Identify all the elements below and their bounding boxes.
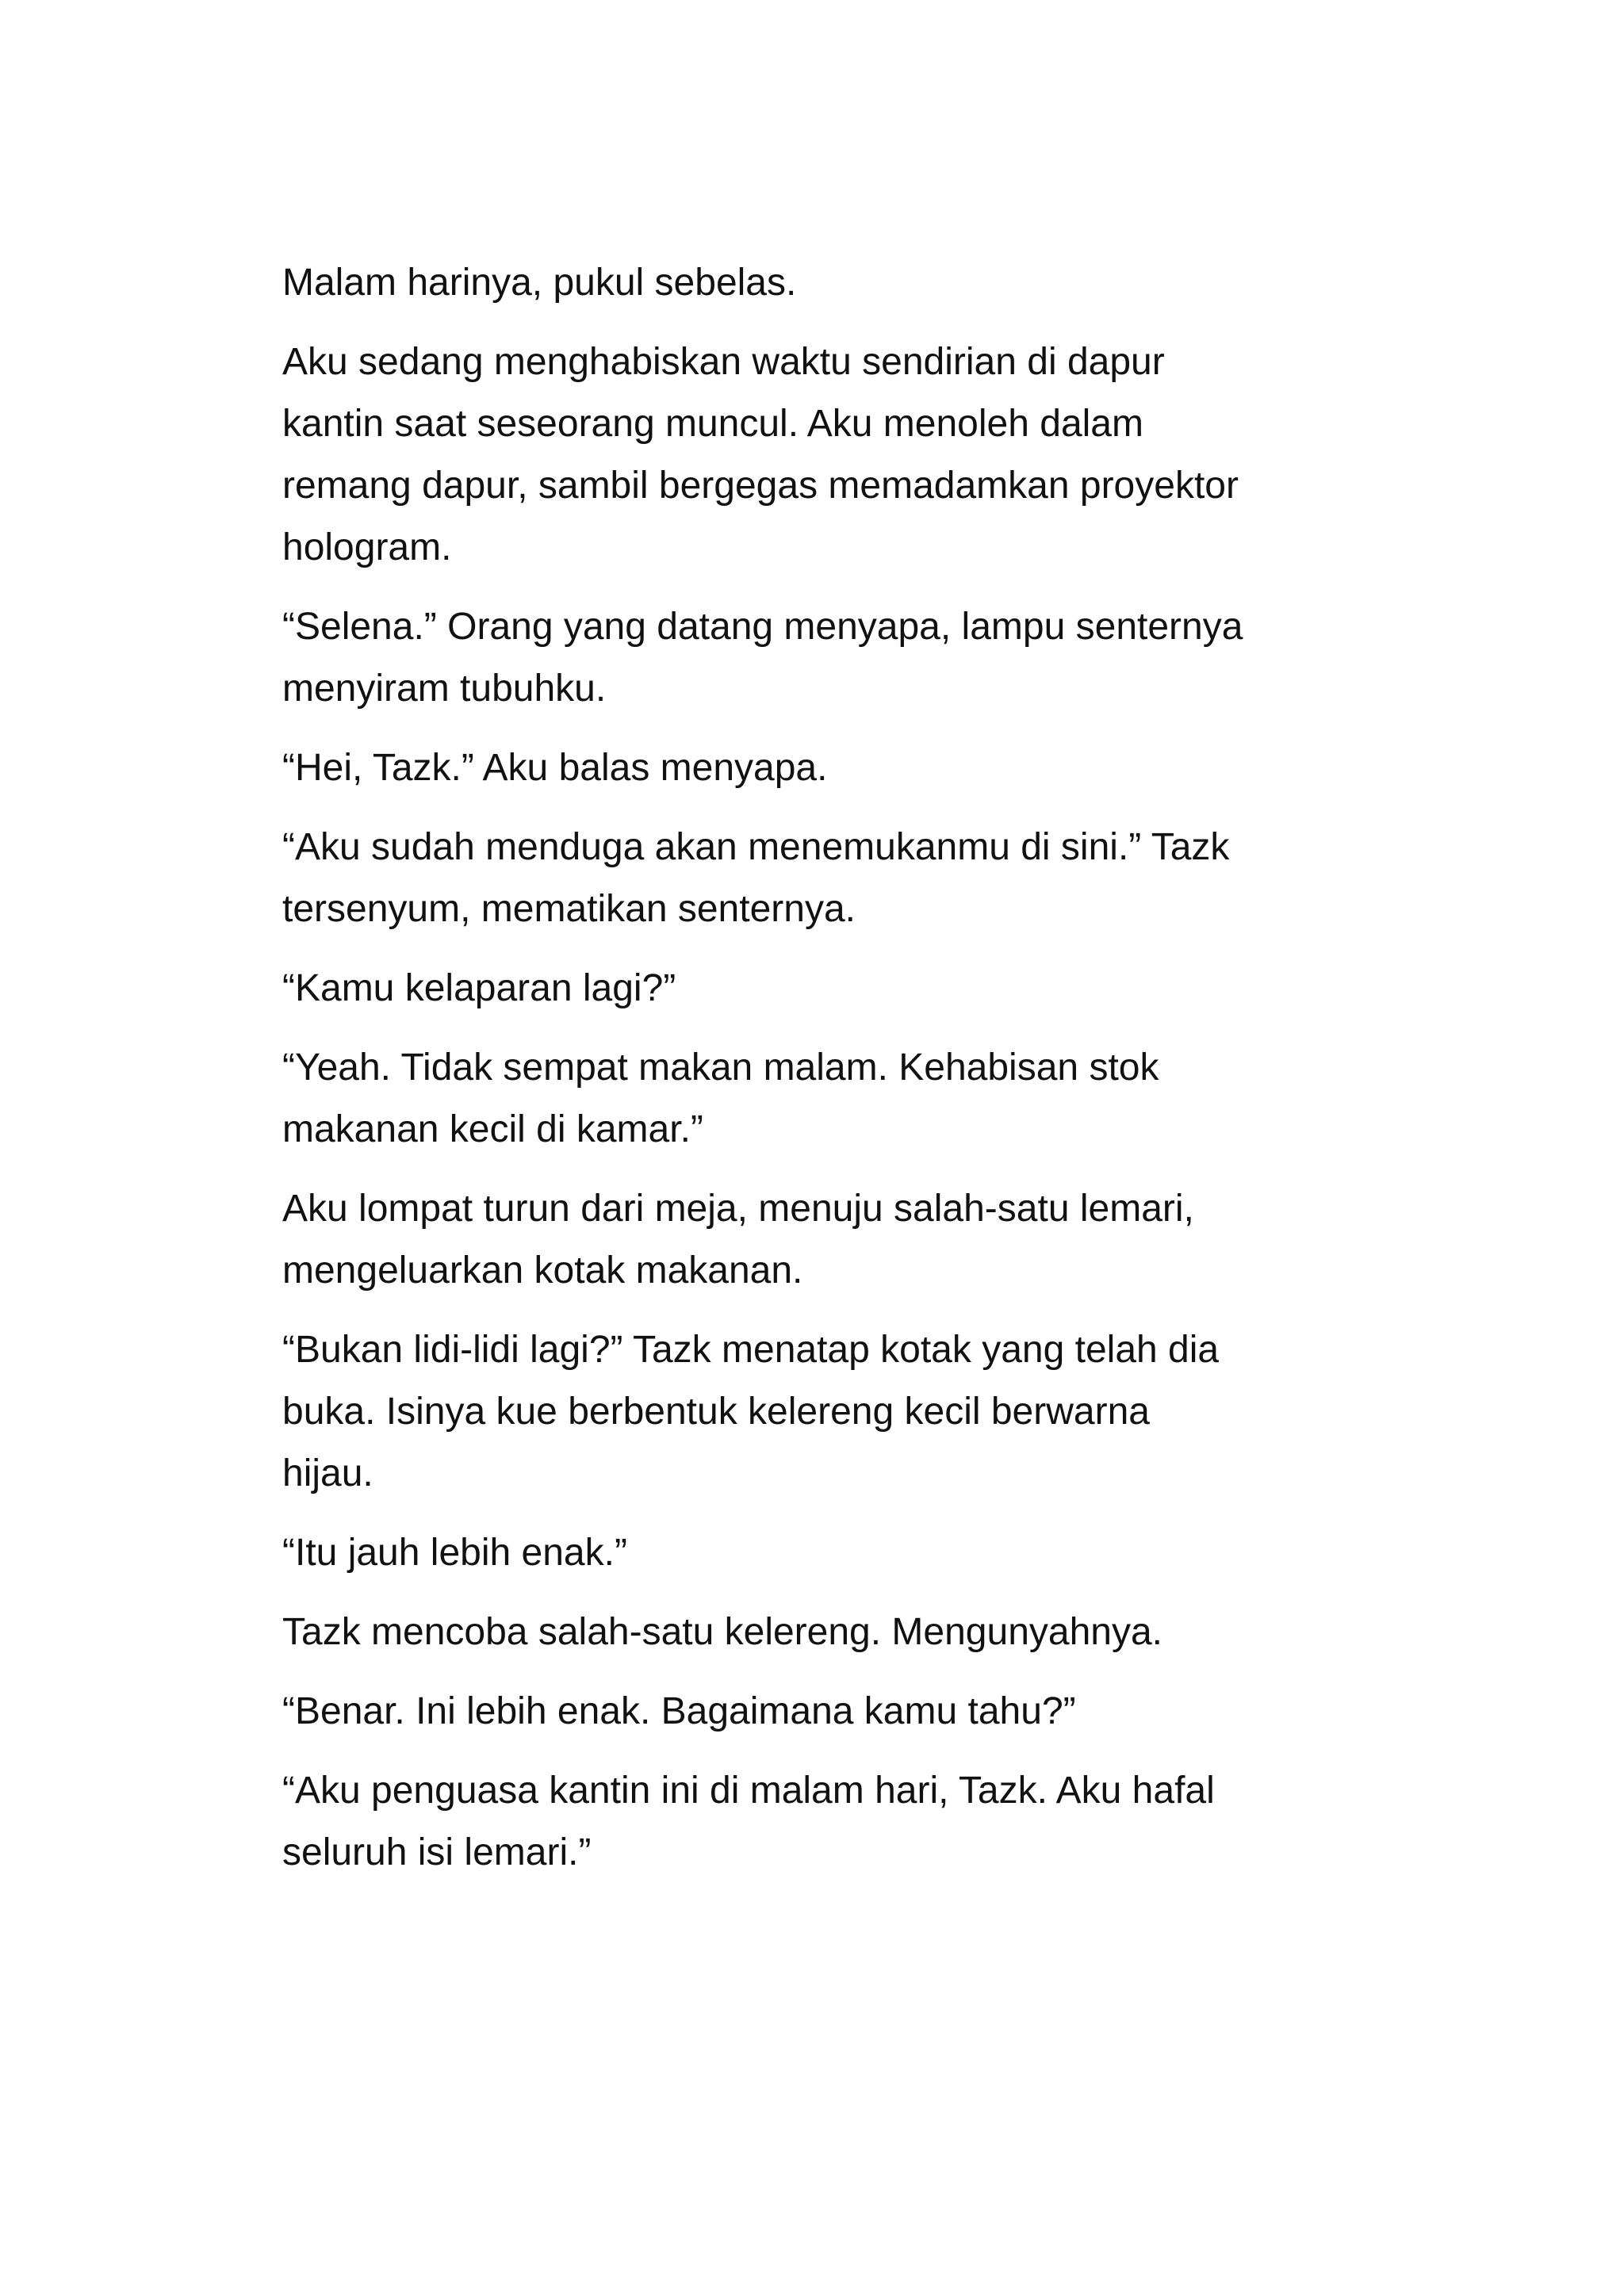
- text-line: buka. Isinya kue berbentuk kelereng kecil berwarna: [282, 1391, 1150, 1433]
- text-line: Aku lompat turun dari meja, menuju salah-satu lemari,: [282, 1188, 1194, 1230]
- paragraph-13: [282, 1760, 1369, 1884]
- text-line: Malam harinya, pukul sebelas.: [282, 262, 797, 304]
- text-line: remang dapur, sambil bergegas memadamkan proyektor: [282, 465, 1239, 507]
- text-line: seluruh isi lemari.”: [282, 1831, 592, 1873]
- paragraph-7: [282, 1037, 1369, 1161]
- text-line: “Itu jauh lebih enak.”: [282, 1532, 627, 1574]
- text-line: “Aku penguasa kantin ini di malam hari, Tazk. Aku hafal: [282, 1770, 1215, 1812]
- text-line: “Yeah. Tidak sempat makan malam. Kehabisan stok: [282, 1047, 1159, 1089]
- paragraph-2: [282, 331, 1369, 579]
- paragraph-10: [282, 1522, 1369, 1584]
- text-line: Tazk mencoba salah-satu kelereng. Mengunyahnya.: [282, 1611, 1162, 1653]
- text-line: tersenyum, mematikan senternya.: [282, 888, 856, 930]
- paragraph-6: [282, 958, 1369, 1020]
- text-line: kantin saat seseorang muncul. Aku menoleh dalam: [282, 403, 1143, 445]
- text-line: mengeluarkan kotak makanan.: [282, 1249, 803, 1292]
- paragraph-1: [282, 252, 1369, 314]
- text-line: Aku sedang menghabiskan waktu sendirian di dapur: [282, 341, 1165, 383]
- text-line: “Hei, Tazk.” Aku balas menyapa.: [282, 747, 828, 789]
- paragraph-11: [282, 1601, 1369, 1663]
- text-line: “Bukan lidi-lidi lagi?” Tazk menatap kotak yang telah dia: [282, 1329, 1220, 1371]
- text-line: makanan kecil di kamar.”: [282, 1108, 703, 1150]
- story-text: [282, 252, 1369, 1901]
- paragraph-5: [282, 817, 1369, 940]
- text-line: hijau.: [282, 1452, 373, 1494]
- paragraph-12: [282, 1681, 1369, 1743]
- text-line: “Kamu kelaparan lagi?”: [282, 967, 676, 1009]
- paragraph-9: [282, 1319, 1369, 1505]
- text-line: “Benar. Ini lebih enak. Bagaimana kamu tahu?”: [282, 1690, 1076, 1732]
- text-line: “Aku sudah menduga akan menemukanmu di sini.” Tazk: [282, 826, 1230, 868]
- paragraph-8: [282, 1178, 1369, 1302]
- paragraph-3: [282, 596, 1369, 720]
- text-line: hologram.: [282, 526, 452, 568]
- paragraph-4: [282, 737, 1369, 799]
- text-line: “Selena.” Orang yang datang menyapa, lampu senternya: [282, 606, 1243, 648]
- text-line: menyiram tubuhku.: [282, 668, 607, 710]
